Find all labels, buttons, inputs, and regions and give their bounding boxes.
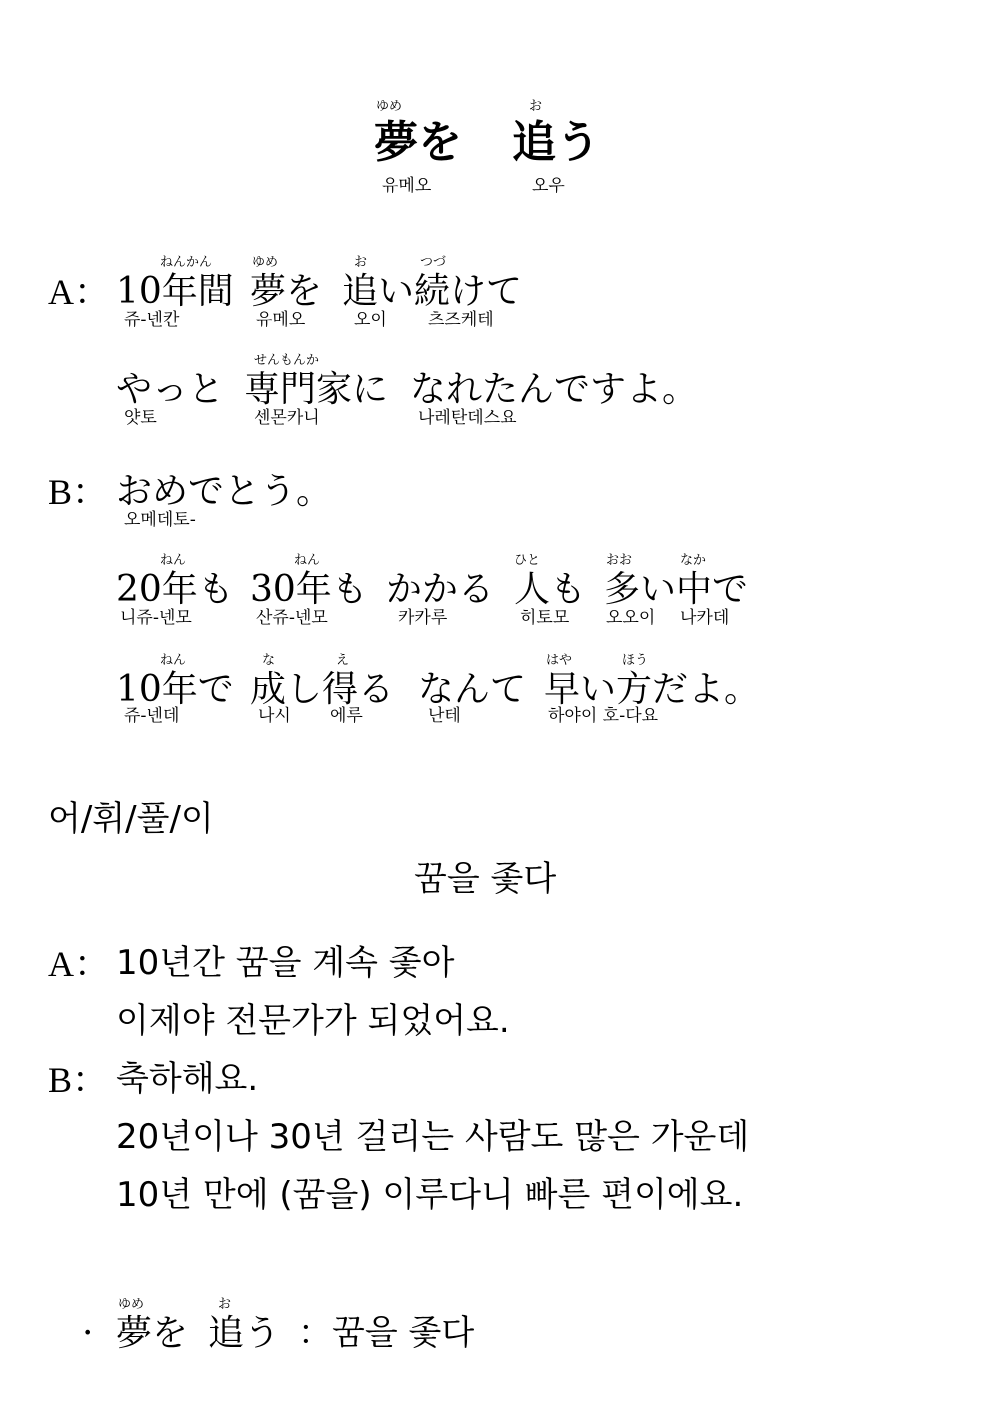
reading: 난테 <box>428 706 461 726</box>
ruby-hou: ほう <box>622 653 649 668</box>
ruby-hito: ひと <box>514 553 541 568</box>
dialogue-segment: 成し得る <box>250 669 395 710</box>
ruby-e: え <box>336 653 350 668</box>
translation-speaker-b: B： <box>48 1060 109 1100</box>
dialogue-segment: かかる <box>386 569 495 610</box>
ruby-nen: ねん <box>160 653 187 668</box>
dialogue-segment: 20年も <box>116 569 234 610</box>
vocab-center-title: 꿈을 좇다 <box>414 859 557 899</box>
translation-line: 20년이나 30년 걸리는 사람도 많은 가운데 <box>116 1117 750 1157</box>
dialogue-segment: 10年間 <box>116 271 234 312</box>
dialogue-segment: 早い方だよ。 <box>544 669 761 710</box>
title-ruby-yume: ゆめ <box>376 99 403 114</box>
dialogue-segment: なんて <box>418 669 527 710</box>
ruby-tsuzu: つづ <box>420 255 447 270</box>
note-segment: 追う <box>208 1313 281 1354</box>
ruby-naka: なか <box>680 553 707 568</box>
ruby-haya: はや <box>546 653 573 668</box>
reading: 쥬-넨데 <box>124 706 180 726</box>
translation-line: 이제야 전문가가 되었어요. <box>116 1001 510 1041</box>
title-segment-ou: 追う <box>512 117 600 168</box>
dialogue-segment: 10年で <box>116 669 234 710</box>
translation-line: 10년 만에 (꿈을) 이루다니 빠른 편이에요. <box>116 1175 744 1215</box>
dialogue-segment: 多い中で <box>604 569 749 610</box>
ruby-nen: ねん <box>160 553 187 568</box>
reading: 하야이 호-다요 <box>548 706 659 726</box>
dialogue-segment: やっと <box>116 369 225 410</box>
note-bullet: · <box>82 1313 94 1354</box>
reading: 나레탄데스요 <box>418 408 517 428</box>
dialogue-segment: おめでとう。 <box>116 471 333 512</box>
ruby-yume: ゆめ <box>252 255 279 270</box>
reading: 오이 <box>354 310 387 330</box>
reading: 니쥬-넨모 <box>120 608 192 628</box>
title-reading-yumeo: 유메오 <box>382 176 432 196</box>
ruby-oo: おお <box>606 553 633 568</box>
translation-speaker-a: A： <box>48 944 110 984</box>
ruby-nen: ねん <box>294 553 321 568</box>
note-ruby-o: お <box>218 1297 232 1312</box>
dialogue-segment: 夢を <box>250 271 323 312</box>
ruby-senmonka: せんもんか <box>254 353 320 368</box>
reading: 나카데 <box>680 608 730 628</box>
reading: 츠즈케테 <box>428 310 494 330</box>
ruby-o: お <box>354 255 368 270</box>
ruby-nenkan: ねんかん <box>160 255 213 270</box>
speaker-a-label: A： <box>48 272 110 312</box>
title-segment-yume-wo: 夢を <box>374 117 462 168</box>
dialogue-segment: 専門家に <box>244 369 389 410</box>
vocab-heading: 어/휘/풀/이 <box>48 799 214 839</box>
dialogue-segment: 人も <box>514 569 587 610</box>
reading: 산쥬-넨모 <box>256 608 328 628</box>
dialogue-segment: 追い続けて <box>342 271 523 312</box>
reading: 나시 <box>258 706 291 726</box>
title-ruby-o: お <box>529 99 543 114</box>
title-reading-ou: 오우 <box>532 176 565 196</box>
dialogue-segment: 30年も <box>250 569 368 610</box>
dialogue-segment: なれたんですよ。 <box>410 369 699 410</box>
reading: 오메데토- <box>124 510 196 530</box>
reading: 유메오 <box>256 310 306 330</box>
translation-line: 10년간 꿈을 계속 좇아 <box>116 943 455 983</box>
translation-line: 축하해요. <box>116 1059 259 1099</box>
ruby-na: な <box>262 653 276 668</box>
reading: 센몬카니 <box>254 408 320 428</box>
reading: 오오이 <box>606 608 656 628</box>
reading: 카카루 <box>398 608 448 628</box>
reading: 얏토 <box>124 408 157 428</box>
reading: 히토모 <box>520 608 570 628</box>
reading: 에루 <box>330 706 363 726</box>
note-meaning: ：꿈을 좇다 <box>298 1313 475 1353</box>
note-ruby-yume: ゆめ <box>118 1297 145 1312</box>
note-segment: 夢を <box>116 1313 189 1354</box>
reading: 쥬-넨칸 <box>124 310 180 330</box>
speaker-b-label: B： <box>48 472 109 512</box>
